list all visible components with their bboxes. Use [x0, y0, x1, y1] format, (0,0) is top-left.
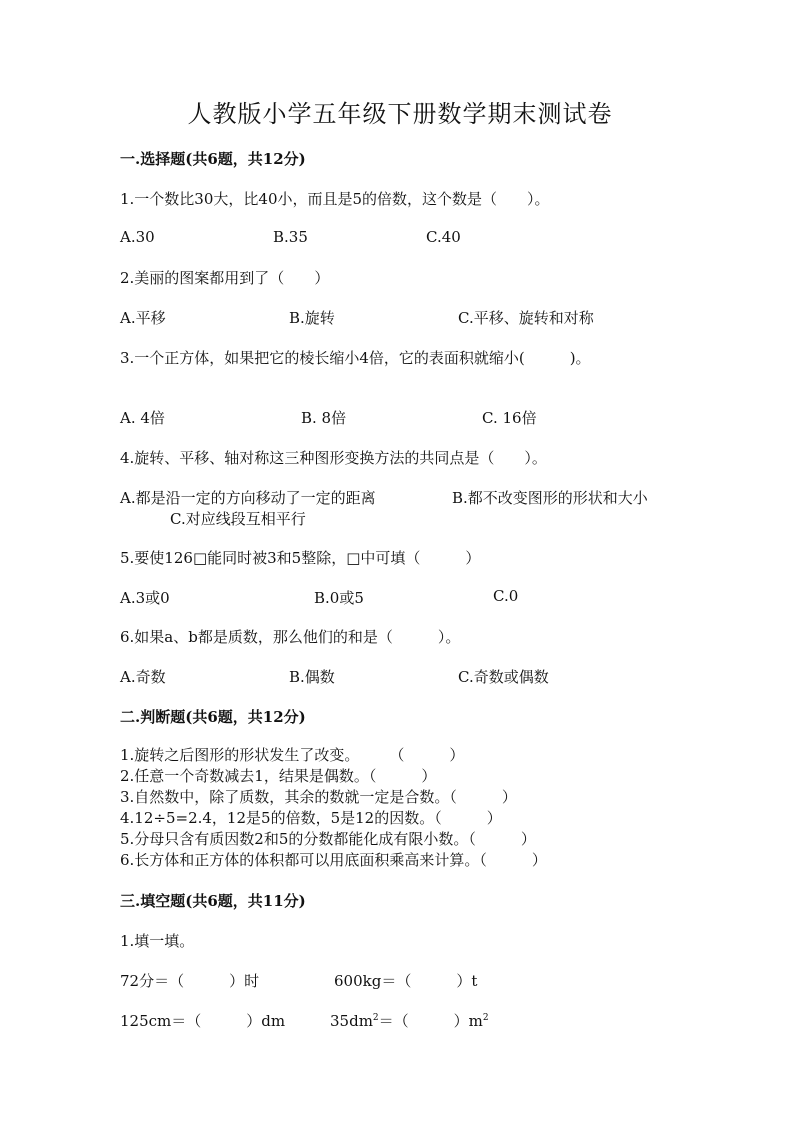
option-a: A.奇数 — [120, 668, 166, 686]
fill-text: 35dm — [330, 1012, 373, 1030]
option-a: A.平移 — [120, 309, 166, 327]
question-text: 1.填一填。 — [120, 932, 195, 950]
option-a: A.都是沿一定的方向移动了一定的距离 — [120, 489, 376, 507]
option-c: C.40 — [426, 228, 461, 246]
question-text: 5.要使126□能同时被3和5整除，□中可填（ ） — [120, 549, 481, 567]
judge-item: 1.旋转之后图形的形状发生了改变。 （ ） — [120, 746, 465, 764]
superscript: 2 — [372, 1013, 379, 1023]
option-b: B. 8倍 — [301, 409, 347, 427]
option-c: C. 16倍 — [482, 409, 537, 427]
option-b: B.旋转 — [289, 309, 335, 327]
option-c: C.0 — [493, 587, 519, 605]
fill-blank: 600kg＝（ ）t — [334, 972, 478, 990]
question-text: 4.旋转、平移、轴对称这三种图形变换方法的共同点是（ ）。 — [120, 449, 547, 467]
option-b: B.都不改变图形的形状和大小 — [452, 489, 648, 507]
judge-item: 3.自然数中，除了质数，其余的数就一定是合数。（ ） — [120, 788, 517, 806]
judge-item: 6.长方体和正方体的体积都可以用底面积乘高来计算。（ ） — [120, 851, 547, 869]
option-a: A. 4倍 — [120, 409, 165, 427]
section-heading-choice: 一.选择题(共6题，共12分) — [120, 150, 306, 168]
question-text: 2.美丽的图案都用到了（ ） — [120, 269, 330, 287]
option-a: A.3或0 — [120, 589, 170, 607]
question-text: 6.如果a、b都是质数，那么他们的和是（ ）。 — [120, 628, 461, 646]
question-text: 1.一个数比30大，比40小，而且是5的倍数，这个数是（ ）。 — [120, 190, 550, 208]
option-a: A.30 — [120, 228, 155, 246]
option-b: B.偶数 — [289, 668, 335, 686]
option-b: B.0或5 — [314, 589, 364, 607]
fill-blank: 72分＝（ ）时 — [120, 972, 260, 990]
section-heading-judge: 二.判断题(共6题，共12分) — [120, 708, 306, 726]
judge-item: 2.任意一个奇数减去1，结果是偶数。（ ） — [120, 767, 437, 785]
superscript: 2 — [482, 1013, 489, 1023]
judge-item: 4.12÷5=2.4，12是5的倍数，5是12的因数。（ ） — [120, 809, 502, 827]
option-b: B.35 — [273, 228, 308, 246]
option-c: C.平移、旋转和对称 — [458, 309, 594, 327]
fill-blank-area — [330, 1010, 489, 1031]
option-c: C.奇数或偶数 — [458, 668, 549, 686]
judge-item: 5.分母只含有质因数2和5的分数都能化成有限小数。（ ） — [120, 830, 536, 848]
question-text: 3.一个正方体，如果把它的棱长缩小4倍，它的表面积就缩小( )。 — [120, 349, 591, 367]
fill-text: ＝（ ）m — [378, 1012, 483, 1030]
fill-blank: 125cm＝（ ）dm — [120, 1012, 286, 1030]
page-title: 人教版小学五年级下册数学期末测试卷 — [187, 100, 613, 128]
section-heading-fill: 三.填空题(共6题，共11分) — [120, 892, 306, 910]
option-c: C.对应线段互相平行 — [170, 510, 306, 528]
